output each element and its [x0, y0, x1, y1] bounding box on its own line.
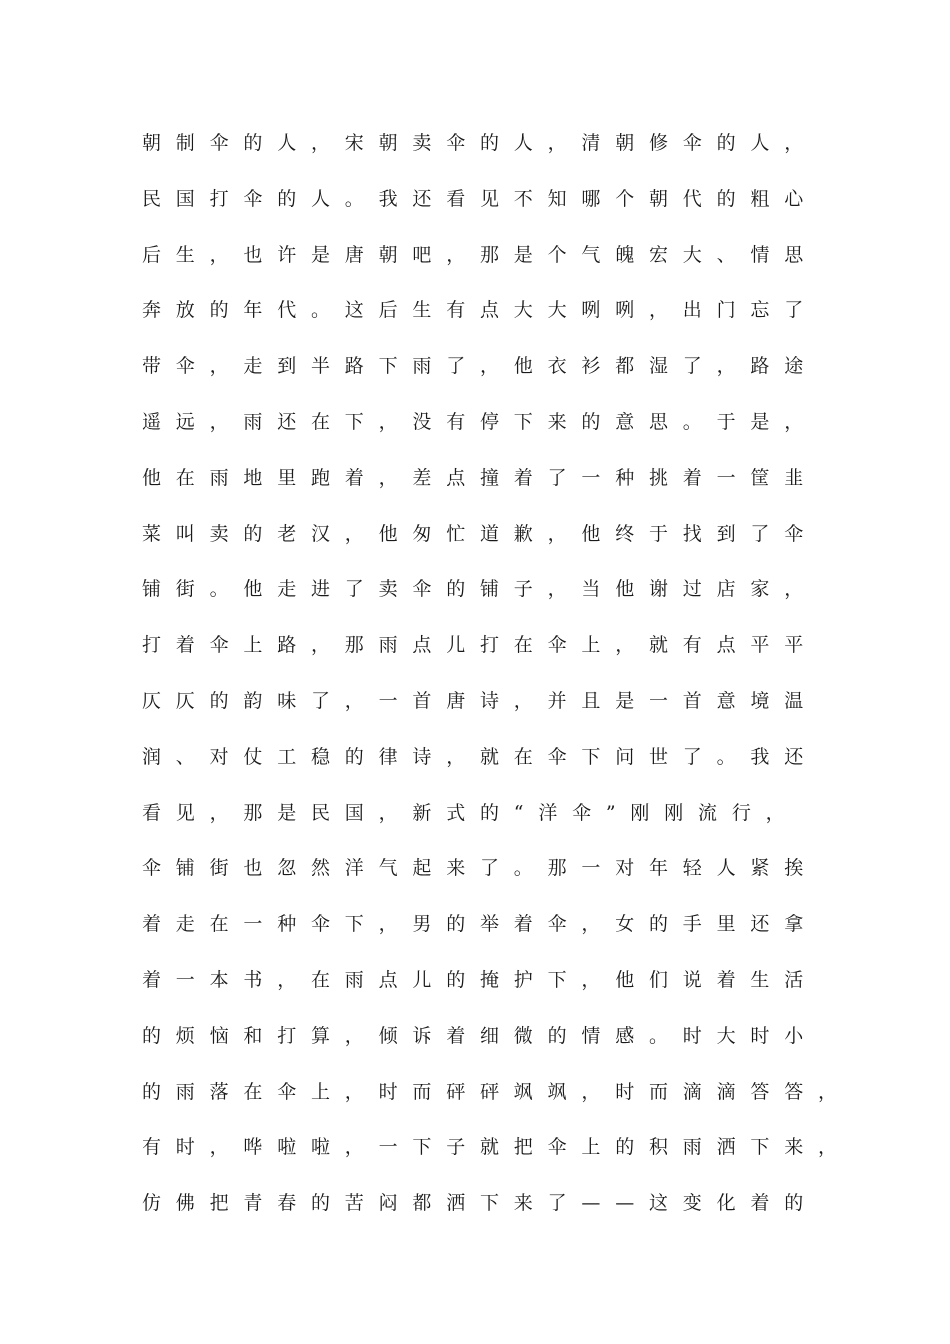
text-line: 遥远，雨还在下，没有停下来的意思。于是， [142, 410, 819, 433]
text-line: 的烦恼和打算，倾诉着细微的情感。时大时小 [142, 1024, 819, 1047]
text-line: 他在雨地里跑着，差点撞着了一种挑着一筐韭 [142, 466, 819, 489]
text-line: 着走在一种伞下，男的举着伞，女的手里还拿 [142, 913, 819, 936]
text-line: 仄仄的韵味了，一首唐诗，并且是一首意境温 [142, 689, 819, 712]
text-line: 民国打伞的人。我还看见不知哪个朝代的粗心 [142, 187, 819, 210]
text-line: 看见，那是民国，新式的“洋伞”刚刚流行， [142, 801, 800, 824]
text-line: 有时，哗啦啦，一下子就把伞上的积雨洒下来， [142, 1136, 852, 1159]
text-line: 朝制伞的人，宋朝卖伞的人，清朝修伞的人， [142, 132, 819, 154]
text-line: 带伞，走到半路下雨了，他衣衫都湿了，路途 [142, 355, 819, 378]
text-line: 后生，也许是唐朝吧，那是个气魄宏大、情思 [142, 243, 819, 266]
text-line: 奔放的年代。这后生有点大大咧咧，出门忘了 [142, 299, 819, 322]
text-line: 润、对仗工稳的律诗，就在伞下问世了。我还 [142, 745, 819, 768]
text-line: 着一本书，在雨点儿的掩护下，他们说着生活 [142, 968, 819, 991]
text-line: 的雨落在伞上，时而砰砰飒飒，时而滴滴答答， [142, 1080, 852, 1103]
text-line: 菜叫卖的老汉，他匆忙道歉，他终于找到了伞 [142, 522, 819, 545]
body-text [142, 116, 852, 1232]
text-line: 伞铺街也忽然洋气起来了。那一对年轻人紧挨 [142, 857, 819, 880]
text-line: 仿佛把青春的苦闷都洒下来了——这变化着的 [142, 1192, 819, 1215]
text-line: 打着伞上路，那雨点儿打在伞上，就有点平平 [142, 634, 819, 657]
text-line: 铺街。他走进了卖伞的铺子，当他谢过店家， [142, 578, 819, 601]
